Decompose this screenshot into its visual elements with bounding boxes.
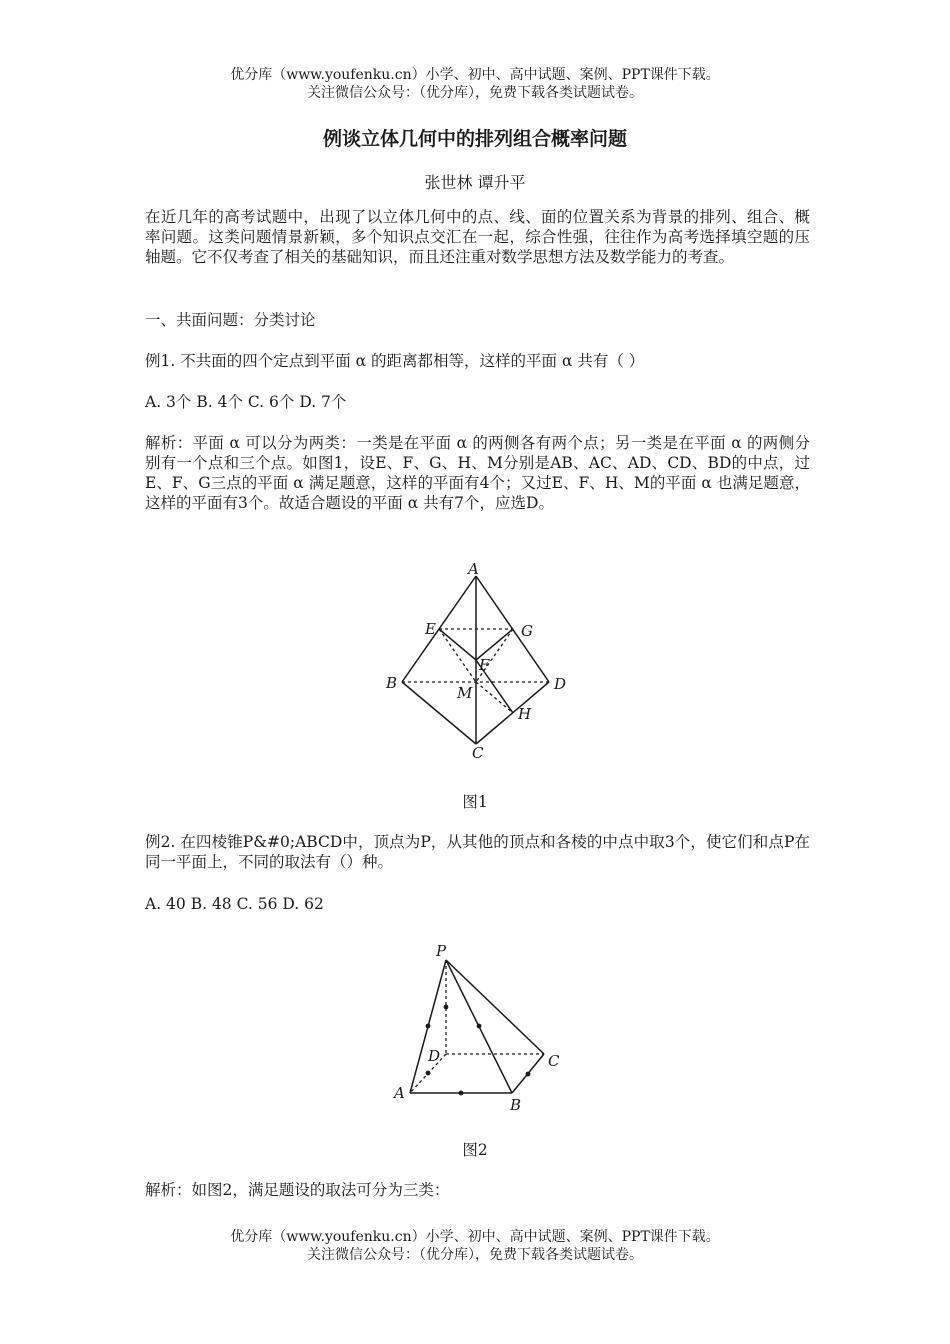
label-b: B <box>510 1096 522 1114</box>
article-title: 例谈立体几何中的排列组合概率问题 <box>322 128 627 150</box>
label-f: F <box>479 656 490 674</box>
figure-1-caption: 图1 <box>462 793 488 811</box>
figure-2-pyramid <box>392 940 577 1115</box>
label-m: M <box>457 684 473 702</box>
example-2-question: 例2. 在四棱锥P&#0;ABCD中，顶点为P，从其他的顶点和各棱的中点中取3个，使它们和点P在同一平面上，不同的取法有（）种。 <box>145 833 810 871</box>
example-2-options: A. 40 B. 48 C. 56 D. 62 <box>145 895 324 913</box>
midpoint-bc <box>526 1072 531 1077</box>
header-line-1: 优分库（www.youfenku.cn）小学、初中、高中试题、案例、PPT课件下载。 <box>230 67 720 83</box>
example-2-solution: 解析：如图2，满足题设的取法可分为三类： <box>145 1181 450 1199</box>
example-1-question: 例1. 不共面的四个定点到平面 α 的距离都相等，这样的平面 α 共有（ ） <box>145 352 645 370</box>
figure-1-tetrahedron <box>380 558 580 768</box>
label-h: H <box>518 705 532 723</box>
midpoint-da <box>426 1071 431 1076</box>
figure-2-caption: 图2 <box>462 1141 488 1159</box>
label-a: A <box>468 560 479 578</box>
label-a: A <box>394 1084 405 1102</box>
midpoint-pd <box>444 1005 449 1010</box>
midpoint-pa <box>426 1024 431 1029</box>
label-c: C <box>472 744 484 762</box>
label-d: D <box>428 1047 441 1065</box>
footer-line-1: 优分库（www.youfenku.cn）小学、初中、高中试题、案例、PPT课件下载。 <box>230 1229 720 1245</box>
footer-line-2: 关注微信公众号：（优分库），免费下载各类试题试卷。 <box>307 1247 643 1263</box>
page-footer <box>0 1228 950 1264</box>
intro-paragraph: 在近几年的高考试题中，出现了以立体几何中的点、线、面的位置关系为背景的排列、组合、概率问题。这类问题情景新颖，多个知识点交汇在一起，综合性强，往往作为高考选择填空题的压轴题。它不仅考查了相关的基础知识，而且还注重对数学思想方法及数学能力的考查。 <box>145 208 810 266</box>
edge-pc <box>446 960 544 1054</box>
label-b: B <box>386 674 398 692</box>
label-d: D <box>554 675 567 693</box>
midpoint-ab <box>459 1091 464 1096</box>
example-1-options: A. 3个 B. 4个 C. 6个 D. 7个 <box>145 393 347 411</box>
label-e: E <box>425 620 436 638</box>
label-c: C <box>548 1052 560 1070</box>
label-p: P <box>436 942 447 960</box>
midpoint-pb <box>477 1024 482 1029</box>
example-1-solution: 解析：平面 α 可以分为两类：一类是在平面 α 的两侧各有两个点；另一类是在平面 α 的两侧分别有一个点和三个点。如图1，设E、F、G、H、M分别是AB、AC、AD、CD、BD的中点，过E、F、G三点的平面 α 满足题意，这样的平面有4个；又过E、F、H、M的平面 α 也满足题意，这样的平面有3个。故适合题设的平面 α 共有7个，应选D。 <box>145 434 810 512</box>
section-heading-1: 一、共面问题：分类讨论 <box>145 311 316 329</box>
article-authors: 张世林 谭升平 <box>424 173 526 192</box>
page-header <box>0 66 950 102</box>
header-line-2: 关注微信公众号：（优分库），免费下载各类试题试卷。 <box>307 85 643 101</box>
label-g: G <box>521 622 533 640</box>
